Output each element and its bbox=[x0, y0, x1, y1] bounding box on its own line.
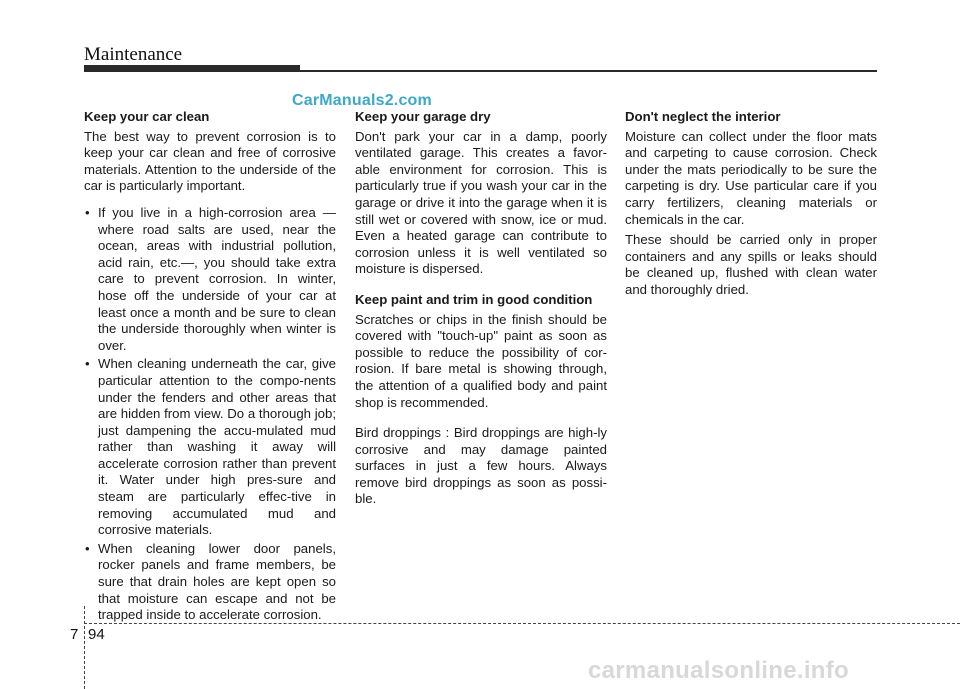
footer-dashed-rule bbox=[84, 623, 960, 624]
section-heading-interior: Don't neglect the interior bbox=[625, 109, 781, 124]
section-heading-garage: Keep your garage dry bbox=[355, 109, 491, 124]
paragraph-bird-droppings: Bird droppings : Bird droppings are high-ly corrosive and may damage painted surfaces in just a few hours. Always remove bird droppings as soon as possi-ble. bbox=[355, 425, 607, 507]
column-middle bbox=[355, 109, 607, 512]
paragraph-containers: These should be carried only in proper containers and any spills or leaks should be cleaned up, flushed with clean water and thoroughly dried. bbox=[625, 232, 877, 297]
page-title: Maintenance bbox=[84, 44, 183, 65]
column-right bbox=[625, 109, 877, 303]
footer-vertical-rule bbox=[84, 606, 85, 689]
paragraph-garage: Don't park your car in a damp, poorly ventilated garage. This creates a favor-able environment for corrosion. This is particularly true if you wash your car in the garage or drive it into the garage when it is still wet or covered with snow, ice or mud. Even a heated garage can contribute to corrosion unless it is well ventilated so moisture is dispersed. bbox=[355, 128, 607, 277]
watermark-bottom: carmanualsonline.info bbox=[588, 657, 850, 684]
paragraph-paint: Scratches or chips in the finish should be covered with "touch-up" paint as soon as possible to reduce the possibility of cor-rosion. If bare metal is showing through, the attention of a qualified body and paint shop is recommended. bbox=[355, 311, 607, 410]
bullet-list bbox=[84, 205, 336, 624]
section-heading-paint: Keep paint and trim in good condition bbox=[355, 291, 593, 307]
page-number: 94 bbox=[88, 626, 105, 643]
paragraph-interior: Moisture can collect under the floor mats and carpeting to cause corrosion. Check under the mats periodically to be sure the carpeting is dry. Use particular care if you carry fertilizers, cleaning materials or chemicals in the car. bbox=[625, 128, 877, 227]
chapter-number: 7 bbox=[70, 626, 79, 643]
list-item: • When cleaning underneath the car, give particular attention to the compo-nents under the fenders and other areas that are hidden from view. Do a thorough job; just dampening the accu-mulated mud rather than washing it away will accelerate corrosion rather than prevent it. Water under high pres-sure and steam are particularly effec-tive in removing accumulated mud and corrosive materials. bbox=[84, 356, 336, 539]
header-rule-thick bbox=[84, 65, 300, 72]
list-item: • When cleaning lower door panels, rocker panels and frame members, be sure that drain holes are kept open so that moisture can escape and not be trapped inside to accelerate corrosion. bbox=[84, 541, 336, 624]
column-left bbox=[84, 109, 336, 626]
paragraph-intro: The best way to prevent corrosion is to keep your car clean and free of corrosive materials. Attention to the underside of the car is particularly important. bbox=[84, 128, 336, 194]
list-item: • If you live in a high-corrosion area — where road salts are used, near the ocean, areas with industrial pollution, acid rain, etc.—, you should take extra care to prevent corrosion. In winter, hose off the underside of your car at least once a month and be sure to clean the underside thoroughly when winter is over. bbox=[84, 205, 336, 354]
watermark-top: CarManuals2.com bbox=[292, 92, 432, 109]
header-rule-thin bbox=[300, 70, 877, 72]
section-heading-clean: Keep your car clean bbox=[84, 109, 210, 124]
